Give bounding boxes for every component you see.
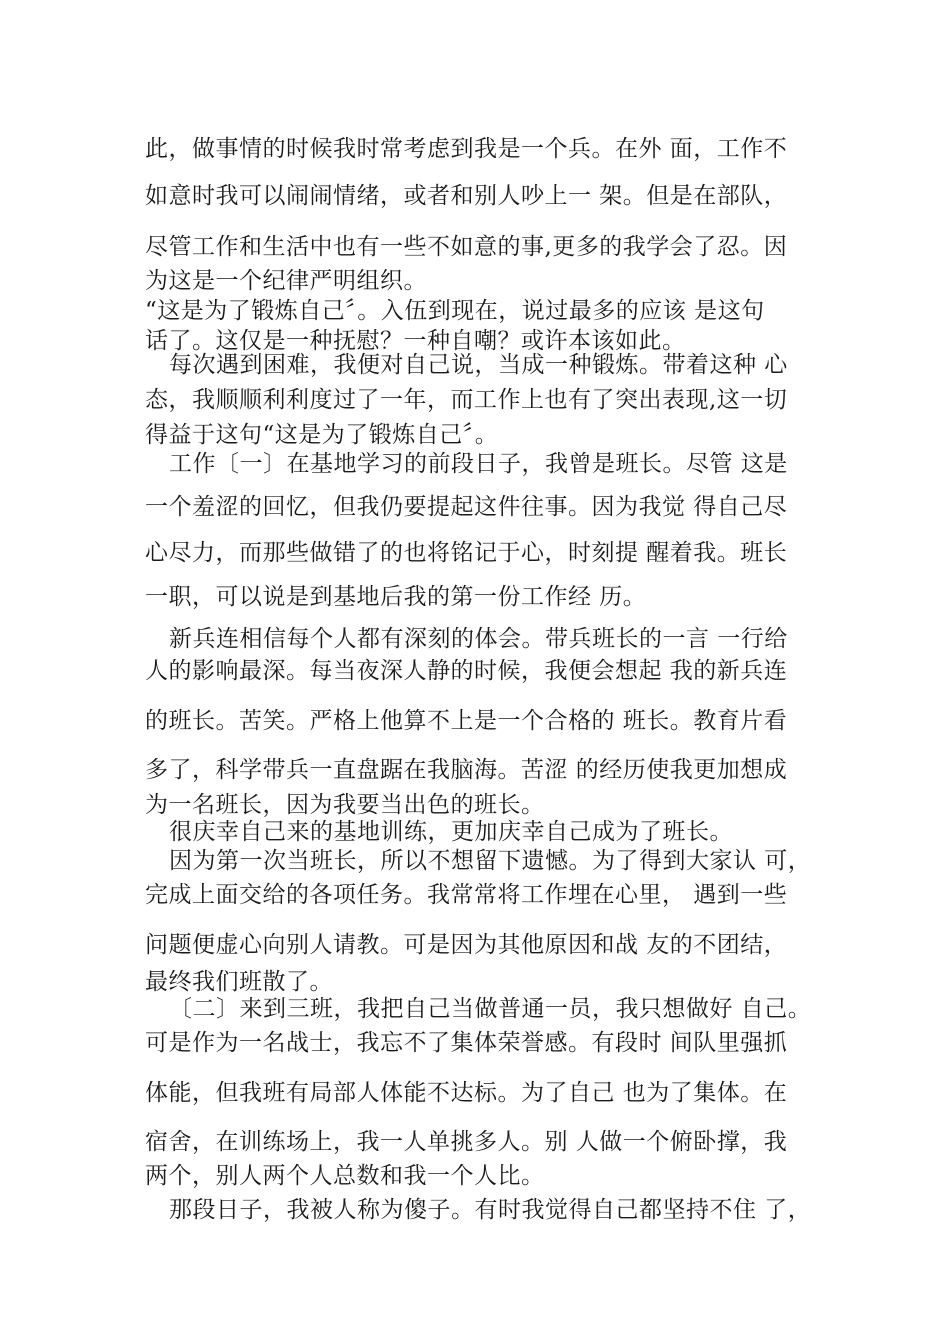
text-line: 一个羞涩的回忆，但我仍要提起这件往事。因为我觉 得自己尽: [145, 494, 788, 520]
text-line: 很庆幸自己来的基地训练，更加庆幸自己成为了班长。: [169, 819, 733, 845]
text-line: 最终我们班散了。: [145, 969, 333, 995]
text-line: 得益于这句“这是为了锻炼自己〞。: [145, 422, 499, 448]
text-line: 如意时我可以闹闹情绪，或者和别人吵上一 架。但是在部队，: [145, 183, 788, 209]
text-line: 此，做事情的时候我时常考虑到我是一个兵。在外 面，工作不: [145, 136, 788, 162]
text-line: 人的影响最深。每当夜深人静的时候，我便会想起 我的新兵连: [145, 658, 788, 684]
text-line: 完成上面交给的各项任务。我常常将工作埋在心里， 遇到一些: [145, 882, 788, 908]
text-line: 两个，别人两个人总数和我一个人比。: [145, 1163, 545, 1189]
text-line: 多了，科学带兵一直盘踞在我脑海。苦涩 的经历使我更加想成: [145, 757, 788, 783]
text-line: “这是为了锻炼自己〞。入伍到现在，说过最多的应该 是这句: [145, 298, 765, 324]
text-line: 问题便虚心向别人请教。可是因为其他原因和战 友的不团结，: [145, 932, 788, 958]
text-line: 态，我顺顺利利度过了一年，而工作上也有了突出表现,这一切: [145, 387, 788, 413]
text-line: 〔二〕来到三班，我把自己当做普通一员，我只想做好 自己。: [169, 996, 812, 1022]
text-line: 新兵连相信每个人都有深刻的体会。带兵班长的一言 一行给: [169, 626, 788, 652]
text-line: 每次遇到困难，我便对自己说，当成一种锻炼。带着这种 心: [169, 352, 788, 378]
text-line: 为一名班长，因为我要当出色的班长。: [145, 792, 545, 818]
text-line: 尽管工作和生活中也有一些不如意的事,更多的我学会了忍。因: [145, 234, 788, 260]
text-line: 工作〔一〕在基地学习的前段日子，我曾是班长。尽管 这是: [169, 451, 788, 477]
text-line: 心尽力，而那些做错了的也将铭记于心，时刻提 醒着我。班长: [145, 540, 788, 566]
text-line: 体能，但我班有局部人体能不达标。为了自己 也为了集体。在: [145, 1080, 788, 1106]
text-line: 一职，可以说是到基地后我的第一份工作经 历。: [145, 584, 647, 610]
text-line: 因为第一次当班长，所以不想留下遗憾。为了得到大家认 可，: [169, 848, 812, 874]
text-line: 宿舍，在训练场上，我一人单挑多人。别 人做一个俯卧撑，我: [145, 1129, 788, 1155]
text-line: 为这是一个纪律严明组织。: [145, 268, 427, 294]
text-line: 可是作为一名战士，我忘不了集体荣誉感。有段时 间队里强抓: [145, 1030, 788, 1056]
text-line: 的班长。苦笑。严格上他算不上是一个合格的 班长。教育片看: [145, 708, 788, 734]
text-line: 话了。这仅是一种抚慰？一种自嘲？或许本该如此。: [145, 328, 686, 354]
text-line: 那段日子，我被人称为傻子。有时我觉得自己都坚持不住 了，: [169, 1197, 812, 1223]
